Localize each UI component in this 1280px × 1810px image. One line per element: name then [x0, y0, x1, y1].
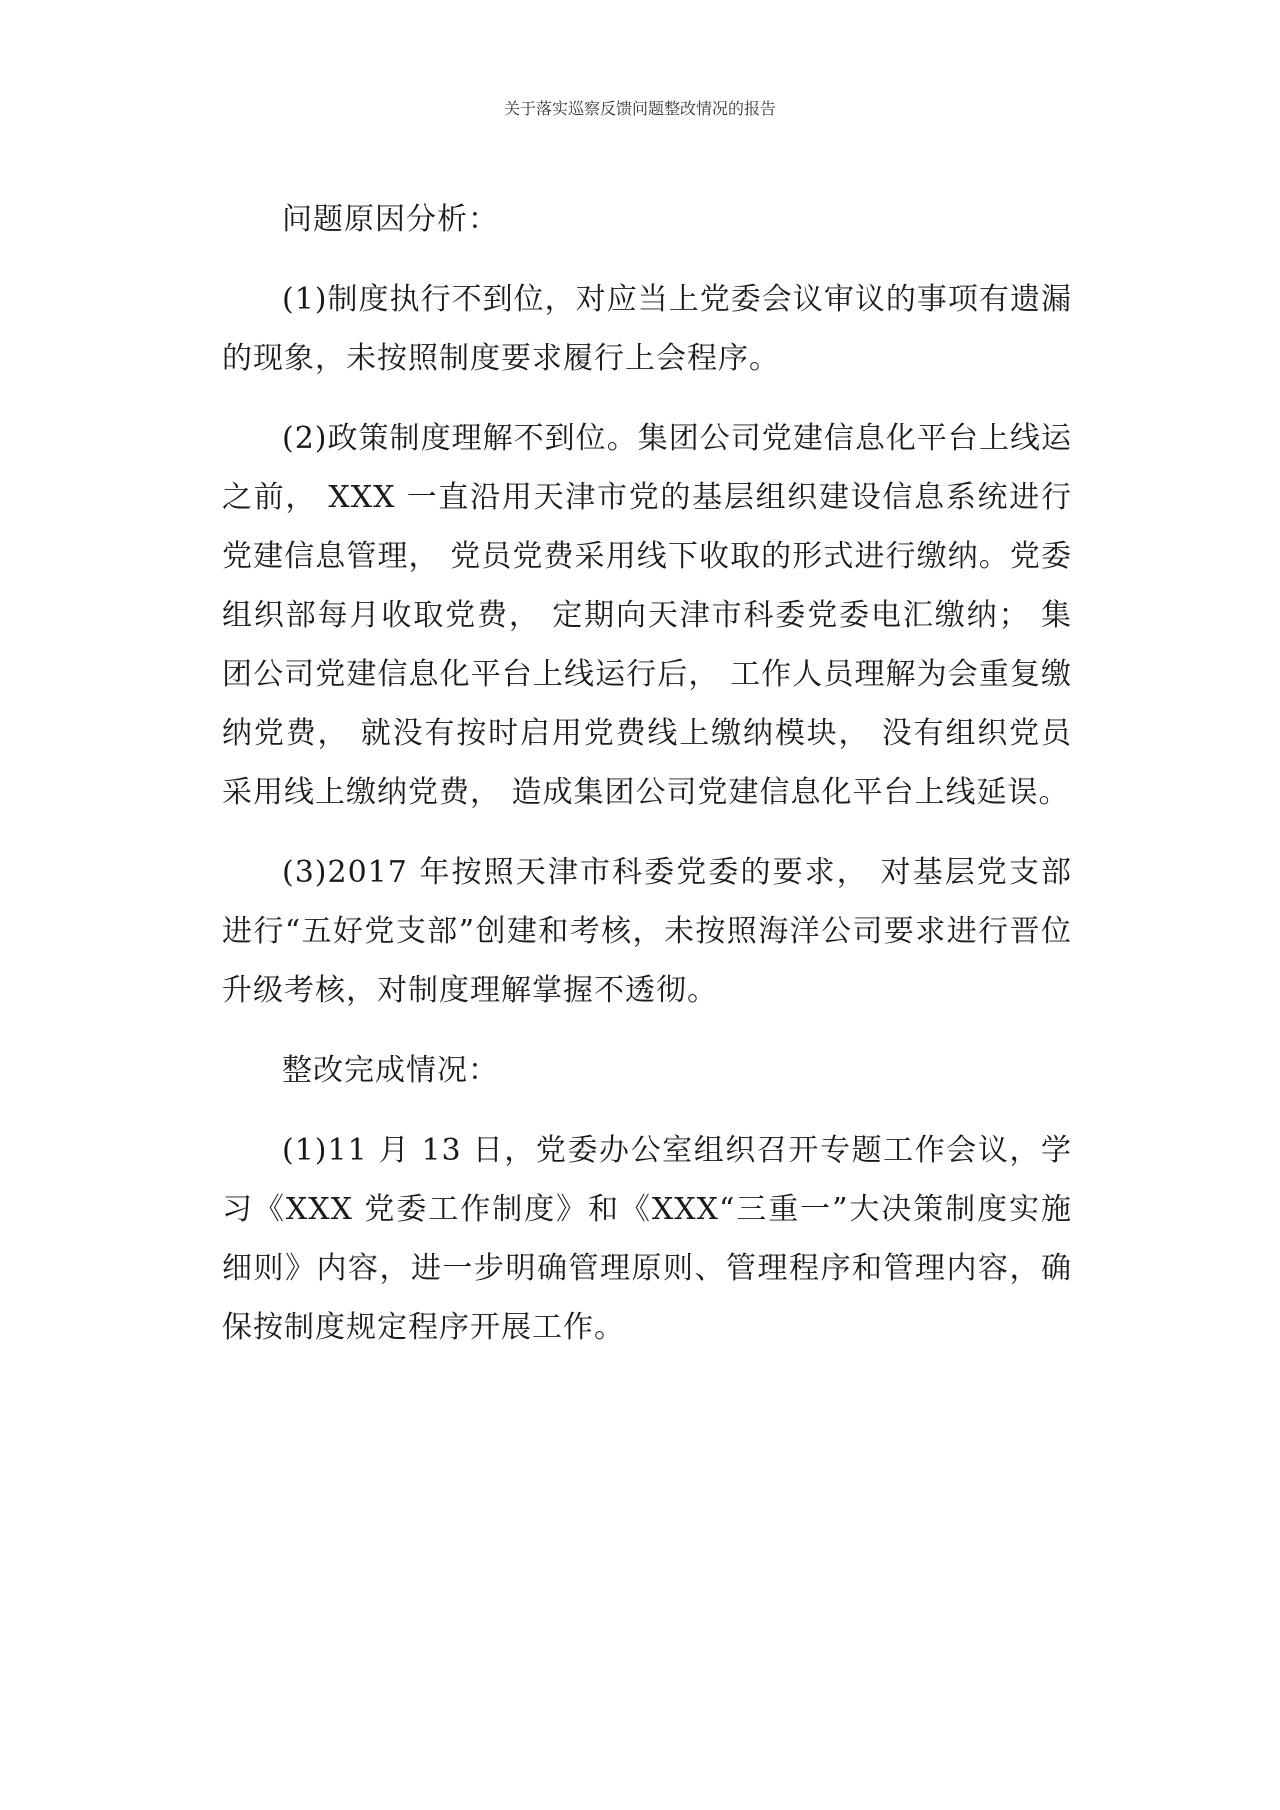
analysis-heading: 问题原因分析：	[282, 202, 499, 237]
rectification-heading: 整改完成情况：	[282, 1053, 499, 1088]
analysis-item-3: (3)2017 年按照天津市科委党委的要求， 对基层党支部进行“五好党支部”创建和考核，未按照海洋公司要求进行晋位升级考核，对制度理解掌握不透彻。	[222, 855, 1072, 1008]
document-body	[222, 190, 1072, 1378]
analysis-item-2: (2)政策制度理解不到位。集团公司党建信息化平台上线运之前， XXX 一直沿用天津市党的基层组织建设信息系统进行党建信息管理， 党员党费采用线下收取的形式进行缴纳。党委组织部每月收取党费， 定期向天津市科委党委电汇缴纳； 集团公司党建信息化平台上线运行后， 工作人员理解为会重复缴纳党费， 就没有按时启用党费线上缴纳模块， 没有组织党员采用线上缴纳党费， 造成集团公司党建信息化平台上线延误。	[222, 421, 1072, 810]
running-header: 关于落实巡察反馈问题整改情况的报告	[503, 99, 776, 118]
analysis-item-1: (1)制度执行不到位，对应当上党委会议审议的事项有遗漏的现象，未按照制度要求履行上会程序。	[222, 282, 1072, 376]
rectification-item-1: (1)11 月 13 日，党委办公室组织召开专题工作会议，学习《XXX 党委工作制度》和《XXX“三重一”大决策制度实施细则》内容，进一步明确管理原则、管理程序和管理内容，确保按制度规定程序开展工作。	[222, 1133, 1072, 1345]
